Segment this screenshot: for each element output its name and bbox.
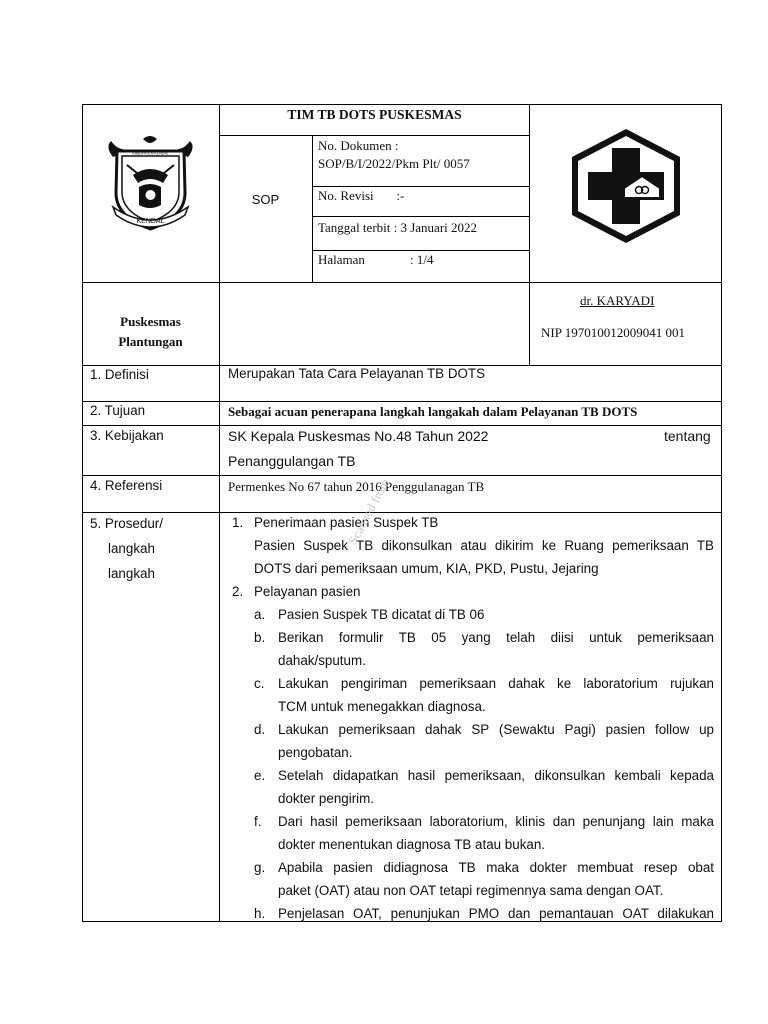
row-content-tujuan: Sebagai acuan penerapana langkah langakah dalam Pelayanan TB DOTS [228, 404, 638, 419]
row-label-kebijakan: 3. Kebijakan [90, 428, 164, 443]
subitem-line2: dahak/sputum. [278, 653, 366, 668]
row-label-tujuan: 2. Tujuan [90, 403, 146, 418]
row-label-definisi: 1. Definisi [90, 367, 149, 382]
issue-date: Tanggal terbit : 3 Januari 2022 [318, 220, 478, 235]
procedure-label-line2: langkah [108, 541, 155, 556]
subitem-line1: Apabila pasien didiagnosa TB maka dokter membuat resep obat [278, 860, 714, 875]
subitem-letter: g. [254, 860, 266, 875]
subitem-letter: h. [254, 906, 266, 921]
subitem-letter: a. [254, 607, 266, 622]
procedure-item1-body-line1: Pasien Suspek TB dikonsulkan atau dikirim ke Ruang pemeriksaan TB [254, 538, 714, 553]
row4-bottom [82, 512, 722, 513]
subitem-letter: e. [254, 768, 266, 783]
row-content-kebijakan-line1: SK Kepala Puskesmas No.48 Tahun 2022 [228, 428, 489, 444]
subitem-line1: Penjelasan OAT, penunjukan PMO dan pemantauan OAT dilakukan [278, 906, 714, 921]
tanggal-underline [312, 250, 530, 251]
signer-name: dr. KARYADI [580, 293, 655, 308]
doc-number-value: SOP/B/I/2022/Pkm Plt/ 0057 [318, 156, 470, 171]
subitem-line1: Lakukan pengiriman pemeriksaan dahak ke laboratorium rujukan [278, 676, 714, 691]
header-bottom-line [82, 282, 722, 283]
sop-label: SOP [251, 192, 280, 207]
subitem-line2: dokter menentukan diagnosa TB atau bukan. [278, 837, 546, 852]
puskesmas-name-line2: Plantungan [118, 334, 183, 349]
row1-bottom [82, 401, 722, 402]
scanner-watermark: Scanned from [345, 475, 393, 548]
doc-number-label: No. Dokumen : [318, 138, 399, 153]
header-divider-left [219, 104, 220, 366]
subitem-line1: Lakukan pemeriksaan dahak SP (Sewaktu Pagi) pasien follow up [278, 722, 714, 737]
procedure-item2-number: 2. [232, 584, 244, 599]
subitem-line2: dokter pengirim. [278, 791, 375, 806]
subitem-letter: d. [254, 722, 266, 737]
revisi-underline [312, 216, 530, 217]
header-divider-right [529, 104, 530, 366]
procedure-label-line1: 5. Prosedur/ [90, 516, 163, 531]
row-label-referensi: 4. Referensi [90, 478, 163, 493]
row3-bottom [82, 475, 722, 476]
subitem-line1: Berikan formulir TB 05 yang telah diisi untuk pemeriksaan [278, 630, 714, 645]
kendal-emblem-logo [103, 135, 198, 235]
procedure-item1-number: 1. [232, 515, 244, 530]
subitem-letter: c. [254, 676, 265, 691]
page-value: : 1/4 [410, 252, 434, 267]
procedure-item2-title: Pelayanan pasien [254, 584, 361, 599]
docno-underline [312, 186, 530, 187]
procedure-item1-body-line2: DOTS dari pemeriksaan umum, KIA, PKD, Pustu, Jejaring [254, 561, 599, 576]
puskesmas-name-line1: Puskesmas [120, 314, 181, 329]
row-content-definisi: Merupakan Tata Cara Pelayanan TB DOTS [228, 366, 486, 381]
row-content-kebijakan-tentang: tentang [664, 428, 711, 444]
svg-text:KENDAL: KENDAL [136, 218, 165, 225]
row-content-kebijakan-line2: Penanggulangan TB [228, 453, 356, 469]
table-left-border [82, 104, 83, 922]
row2-bottom [82, 425, 722, 426]
row-content-referensi: Permenkes No 67 tahun 2016 Penggulanagan TB [228, 479, 485, 494]
subitem-line2: pengobatan. [278, 745, 353, 760]
subitem-line2: paket (OAT) atau non OAT tetapi regimennya sama dengan OAT. [278, 883, 664, 898]
signer-nip: NIP 197010012009041 001 [541, 325, 685, 340]
body-column-divider [219, 365, 220, 922]
svg-text:KABUPATEN KENDAL: KABUPATEN KENDAL [132, 151, 169, 156]
subitem-letter: b. [254, 630, 266, 645]
puskesmas-logo [566, 126, 686, 246]
team-title: TIM TB DOTS PUSKESMAS [287, 107, 462, 122]
subitem-line1: Setelah didapatkan hasil pemeriksaan, dikonsulkan kembali kepada [278, 768, 714, 783]
subitem-line2: TCM untuk menegakkan diagnosa. [278, 699, 486, 714]
title-underline [219, 135, 530, 136]
procedure-item1-title: Penerimaan pasien Suspek TB [254, 515, 439, 530]
table-right-border [721, 104, 722, 922]
page-label: Halaman [318, 252, 365, 267]
sop-divider [312, 135, 313, 282]
procedure-label-line3: langkah [108, 566, 155, 581]
subitem-line1: Pasien Suspek TB dicatat di TB 06 [278, 607, 485, 622]
subitem-letter: f. [254, 814, 262, 829]
table-bottom-border [82, 921, 722, 922]
subitem-line1: Dari hasil pemeriksaan laboratorium, klinis dan penunjang lain maka [278, 814, 714, 829]
revision-number: No. Revisi :- [318, 188, 405, 203]
